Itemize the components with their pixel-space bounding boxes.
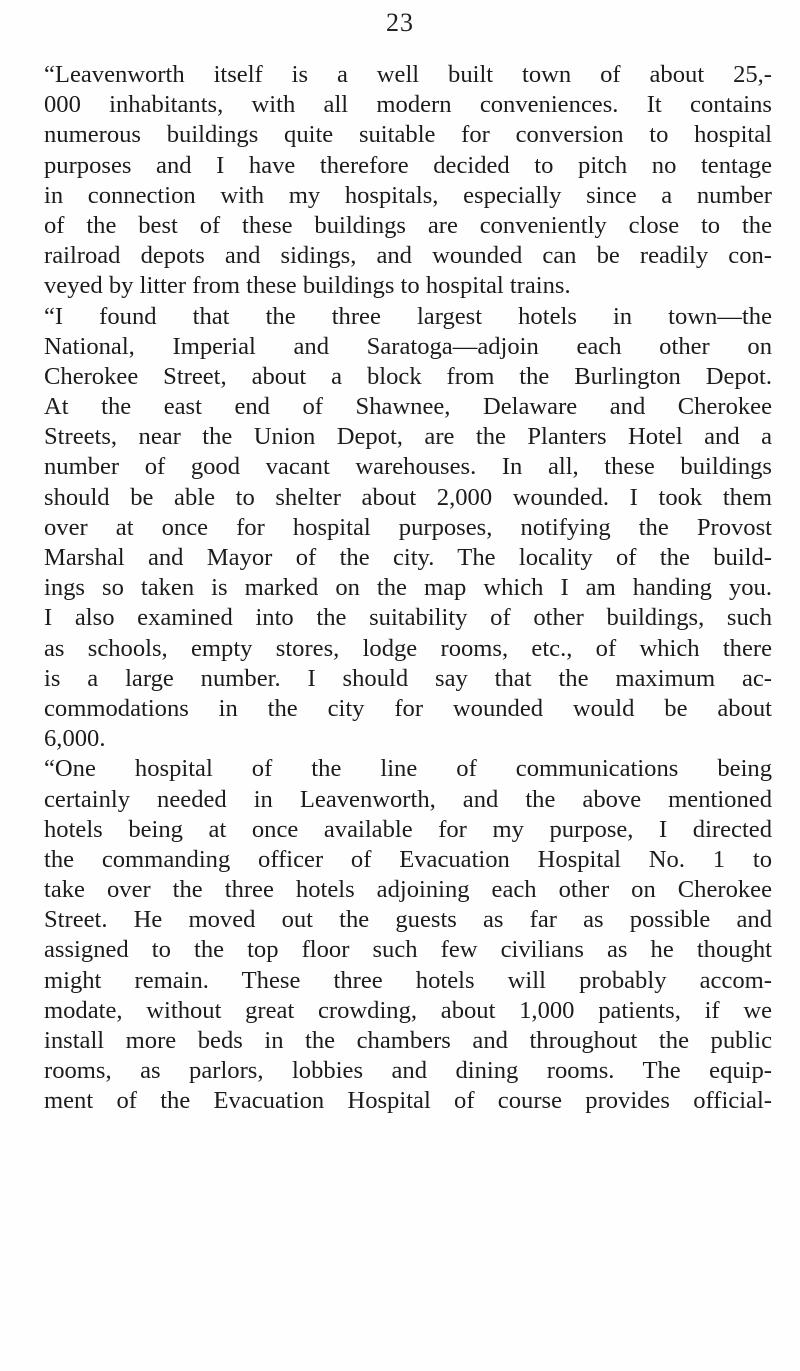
- text-line: as schools, empty stores, lodge rooms, etc., of which there: [44, 634, 772, 662]
- text-line: I also examined into the suitability of other buildings, such: [44, 604, 772, 632]
- text-line: railroad depots and sidings, and wounded can be readily con-: [44, 242, 772, 270]
- text-line: over at once for hospital purposes, notifying the Provost: [44, 513, 772, 541]
- text-line: ings so taken is marked on the map which I am handing you.: [44, 574, 772, 602]
- text-line: certainly needed in Leavenworth, and the above mentioned: [44, 785, 772, 813]
- text-line: Marshal and Mayor of the city. The locality of the build-: [44, 544, 772, 571]
- text-line: rooms, as parlors, lobbies and dining rooms. The equip-: [44, 1057, 772, 1085]
- text-line: hotels being at once available for my purpose, I directed: [44, 815, 772, 843]
- text-line: the commanding officer of Evacuation Hospital No. 1 to: [44, 845, 772, 873]
- text-line: modate, without great crowding, about 1,000 patients, if we: [44, 996, 772, 1024]
- text-line: 000 inhabitants, with all modern conveniences. It contains: [44, 91, 772, 119]
- text-line: numerous buildings quite suitable for conversion to hospital: [44, 121, 772, 149]
- text-line: 6,000.: [44, 725, 106, 753]
- text-line: veyed by litter from these buildings to hospital trains.: [44, 272, 571, 300]
- text-line: install more beds in the chambers and throughout the public: [44, 1027, 772, 1054]
- text-line: in connection with my hospitals, especially since a number: [44, 181, 772, 209]
- text-line: assigned to the top floor such few civilians as he thought: [44, 936, 772, 964]
- text-line: Streets, near the Union Depot, are the Planters Hotel and a: [44, 423, 772, 451]
- text-line: is a large number. I should say that the maximum ac-: [44, 664, 772, 692]
- text-line: of the best of these buildings are conveniently close to the: [44, 211, 772, 239]
- body-text: [44, 60, 772, 1117]
- text-line: should be able to shelter about 2,000 wounded. I took them: [44, 483, 772, 511]
- text-line: “Leavenworth itself is a well built town of about 25,-: [44, 61, 772, 88]
- text-line: ment of the Evacuation Hospital of course provides official-: [44, 1087, 772, 1115]
- page-number: 23: [386, 8, 414, 37]
- text-line: National, Imperial and Saratoga—adjoin each other on: [44, 332, 772, 360]
- text-line: take over the three hotels adjoining each other on Cherokee: [44, 876, 772, 904]
- text-line: commodations in the city for wounded would be about: [44, 694, 772, 722]
- text-line: purposes and I have therefore decided to pitch no tentage: [44, 151, 772, 179]
- text-line: Street. He moved out the guests as far as possible and: [44, 906, 772, 934]
- text-line: number of good vacant warehouses. In all, these buildings: [44, 453, 772, 481]
- text-line: Cherokee Street, about a block from the Burlington Depot.: [44, 362, 772, 390]
- text-line: might remain. These three hotels will probably accom-: [44, 966, 772, 994]
- text-line: “One hospital of the line of communications being: [44, 755, 772, 783]
- text-line: At the east end of Shawnee, Delaware and Cherokee: [44, 393, 772, 421]
- text-line: “I found that the three largest hotels in town—the: [44, 302, 772, 330]
